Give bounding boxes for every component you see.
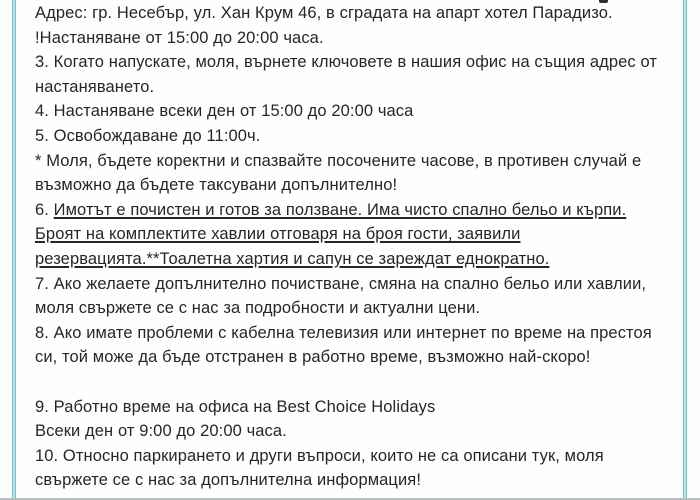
- text-segment: * Моля, бъдете коректни и спазвайте посочените часове, в противен случай е: [35, 151, 642, 170]
- document-line: [35, 124, 683, 149]
- text-segment: 10. Относно паркирането и други въпроси, които не са описани тук, моля: [35, 446, 604, 465]
- frame-border-left: [12, 0, 16, 500]
- text-segment: 7. Ако желаете допълнително почистване, смяна на спално бельо или хавлии,: [35, 274, 647, 293]
- frame-border-right: [683, 0, 687, 500]
- document-line: [35, 272, 683, 297]
- blank-line: [35, 370, 683, 395]
- text-segment: Всеки ден от 9:00 до 20:00 часа.: [35, 422, 287, 441]
- text-segment: настаняването.: [35, 77, 155, 96]
- document-line: [35, 26, 683, 51]
- text-segment: 4. Настаняване всеки ден от 15:00 до 20:00 часа: [35, 102, 414, 121]
- document-text-block: [35, 1, 683, 493]
- document-line: [35, 99, 683, 124]
- text-segment: 8. Ако имате проблеми с кабелна телевизия или интернет по време на престоя: [35, 323, 652, 342]
- document-line: [35, 296, 683, 321]
- text-segment: си, той може да бъде отстранен в работно време, възможно най-скоро!: [35, 348, 591, 367]
- text-segment: 5. Освобождаване до 11:00ч.: [35, 126, 261, 145]
- document-line: [35, 419, 683, 444]
- underlined-text-segment: Броят на комплектите хавлии отговаря на броя гости, заявили: [35, 225, 521, 244]
- document-line: [35, 173, 683, 198]
- document-line: [35, 444, 683, 469]
- text-segment: възможно да бъдете таксувани допълнително!: [35, 176, 398, 195]
- document-line: [35, 198, 683, 223]
- document-line: [35, 395, 683, 420]
- text-segment: Адрес: гр. Несебър, ул. Хан Крум 46, в сградата на апарт хотел Парадизо.: [35, 4, 613, 22]
- text-segment: моля свържете се с нас за подробности и актуални цени.: [35, 299, 481, 318]
- document-line: [35, 149, 683, 174]
- document-line: [35, 247, 683, 272]
- document-line: [35, 50, 683, 75]
- document-line: [35, 222, 683, 247]
- underlined-text-segment: Имотът е почистен и готов за ползване. Има чисто спално бельо и кърпи.: [53, 200, 627, 219]
- document-line: [35, 321, 683, 346]
- text-segment: свържете се с нас за допълнителна информация!: [35, 471, 422, 490]
- document-line: [35, 468, 683, 493]
- underlined-text-segment: резервацията.**Тоалетна хартия и сапун се зареждат еднократно.: [35, 249, 550, 268]
- text-segment: !Настаняване от 15:00 до 20:00 часа.: [35, 28, 324, 47]
- text-segment: 6.: [35, 200, 54, 219]
- text-segment: 3. Когато напускате, моля, върнете ключовете в нашия офис на същия адрес от: [35, 53, 658, 72]
- document-line: [35, 75, 683, 100]
- document-line: [35, 345, 683, 370]
- document-line: [35, 1, 683, 26]
- text-segment: 9. Работно време на офиса на Best Choice Holidays: [35, 397, 436, 416]
